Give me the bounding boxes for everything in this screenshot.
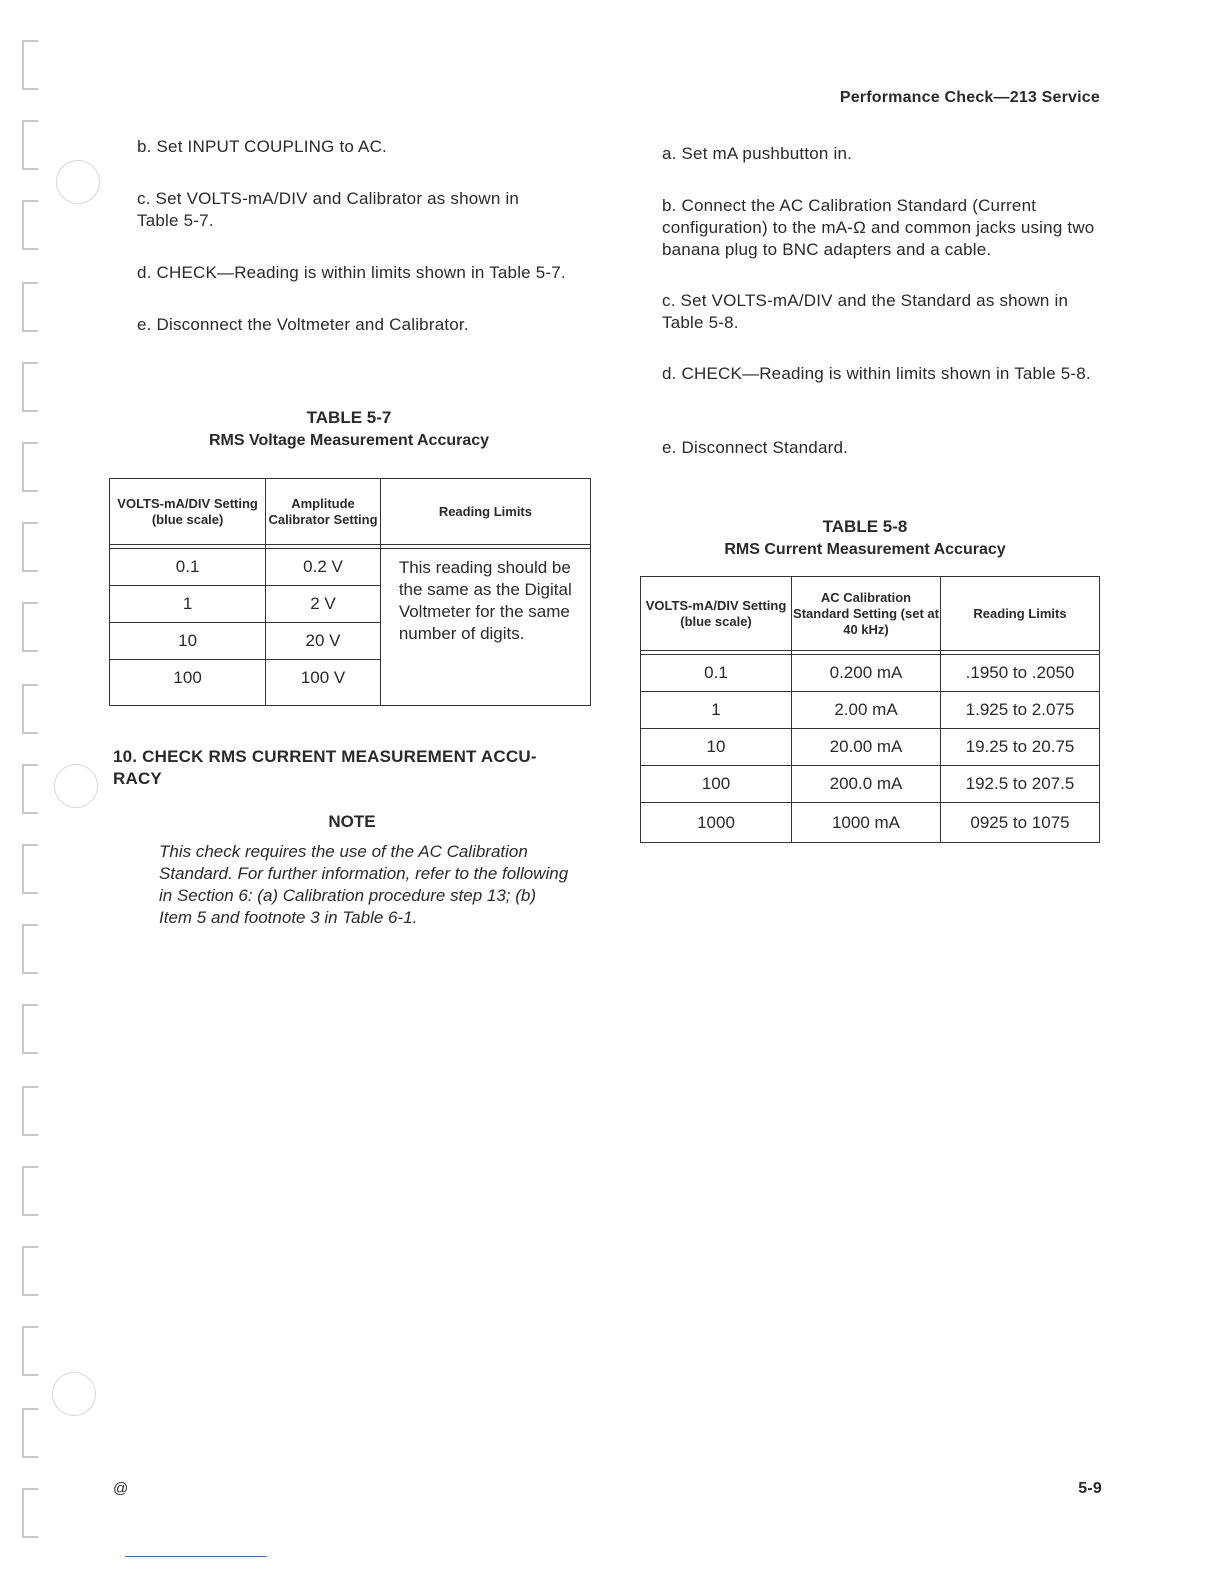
binding-ring — [22, 1408, 38, 1458]
table57-cell: 10 — [110, 623, 266, 660]
binding-ring — [22, 1246, 38, 1296]
table57 — [109, 478, 591, 706]
table58-cell: 0.1 — [641, 655, 792, 692]
table57-subtitle: RMS Voltage Measurement Accuracy — [208, 432, 490, 449]
binding-ring — [22, 602, 38, 652]
table58-cell: 1000 — [641, 803, 792, 843]
table57-cell: 100 — [110, 660, 266, 706]
table57-cell: 1 — [110, 586, 266, 623]
punch-hole — [52, 1372, 96, 1416]
binding-ring — [22, 40, 38, 90]
table58-title: TABLE 5-8 — [822, 517, 908, 536]
table58-cell: 2.00 mA — [792, 692, 941, 729]
note-body: This check requires the use of the AC Calibration Standard. For further information, refer to the following in Section 6: (a) Calibration procedure step 13; (b) Item 5 and footnote 3 in Table 6-1. — [159, 842, 569, 927]
step-c-left: c. Set VOLTS-mA/DIV and Calibrator as shown in Table 5-7. — [137, 189, 520, 230]
binding-ring — [22, 764, 38, 814]
step-d-right: d. CHECK—Reading is within limits shown in Table 5-8. — [662, 364, 1091, 383]
table58-cell: 20.00 mA — [792, 729, 941, 766]
table57-cell: 0.1 — [110, 549, 266, 586]
binding-ring — [22, 844, 38, 894]
table58 — [640, 576, 1100, 843]
binding-ring — [22, 1004, 38, 1054]
step-c-right: c. Set VOLTS-mA/DIV and the Standard as shown in Table 5-8. — [662, 291, 1069, 332]
binding-ring — [22, 1086, 38, 1136]
binding-ring — [22, 1488, 38, 1538]
table58-cell: 1000 mA — [792, 803, 941, 843]
binding-ring — [22, 200, 38, 250]
binding-ring — [22, 522, 38, 572]
table58-cell: 192.5 to 207.5 — [941, 766, 1100, 803]
table57-cell: 100 V — [266, 660, 381, 706]
step-e-right: e. Disconnect Standard. — [662, 438, 849, 457]
running-header: Performance Check—213 Service — [839, 89, 1100, 106]
binding-ring — [22, 684, 38, 734]
table57-reading-note: This reading should be the same as the Digital Voltmeter for the same number of digits. — [380, 549, 590, 706]
binding-ring — [22, 1326, 38, 1376]
punch-hole — [56, 160, 100, 204]
table57-cell: 0.2 V — [266, 549, 381, 586]
table58-cell: 1 — [641, 692, 792, 729]
table58-cell: 100 — [641, 766, 792, 803]
punch-hole — [54, 764, 98, 808]
table-row — [641, 692, 1100, 729]
table58-cell: 19.25 to 20.75 — [941, 729, 1100, 766]
table-row — [641, 803, 1100, 843]
table57-header-limits: Reading Limits — [380, 479, 590, 545]
note-title: NOTE — [328, 812, 376, 831]
table-row — [641, 766, 1100, 803]
table58-cell: 0925 to 1075 — [941, 803, 1100, 843]
table57-header-calibrator: Amplitude Calibrator Setting — [266, 479, 381, 545]
table57-header-setting: VOLTS-mA/DIV Setting (blue scale) — [110, 479, 266, 545]
section10-heading: 10. CHECK RMS CURRENT MEASUREMENT ACCU-RACY — [113, 747, 537, 788]
table58-cell: 0.200 mA — [792, 655, 941, 692]
step-b-right: b. Connect the AC Calibration Standard (Current configuration) to the mA-Ω and common jacks using two banana plug to BNC adapters and a cable. — [662, 196, 1095, 259]
table57-title: TABLE 5-7 — [306, 408, 392, 427]
step-d-left: d. CHECK—Reading is within limits shown in Table 5-7. — [137, 263, 566, 282]
footer-mark: @ — [113, 1480, 129, 1497]
table58-header-limits: Reading Limits — [941, 577, 1100, 651]
footer-rule — [125, 1556, 267, 1557]
binding-ring — [22, 120, 38, 170]
table58-cell: 10 — [641, 729, 792, 766]
table58-cell: .1950 to .2050 — [941, 655, 1100, 692]
table-row — [641, 729, 1100, 766]
table58-header-setting: VOLTS-mA/DIV Setting (blue scale) — [641, 577, 792, 651]
binding-ring — [22, 362, 38, 412]
binding-ring — [22, 442, 38, 492]
binding-ring — [22, 924, 38, 974]
table58-cell: 200.0 mA — [792, 766, 941, 803]
table58-cell: 1.925 to 2.075 — [941, 692, 1100, 729]
table-row — [110, 549, 591, 586]
table-row — [641, 655, 1100, 692]
binding-ring — [22, 282, 38, 332]
table57-cell: 20 V — [266, 623, 381, 660]
table57-cell: 2 V — [266, 586, 381, 623]
page-number: 5-9 — [1078, 1480, 1102, 1497]
table58-subtitle: RMS Current Measurement Accuracy — [724, 541, 1006, 558]
step-b-left: b. Set INPUT COUPLING to AC. — [137, 137, 387, 156]
table58-header-standard: AC Calibration Standard Setting (set at 40 kHz) — [792, 577, 941, 651]
binding-ring — [22, 1166, 38, 1216]
step-a-right: a. Set mA pushbutton in. — [662, 144, 853, 163]
step-e-left: e. Disconnect the Voltmeter and Calibrator. — [137, 315, 469, 334]
